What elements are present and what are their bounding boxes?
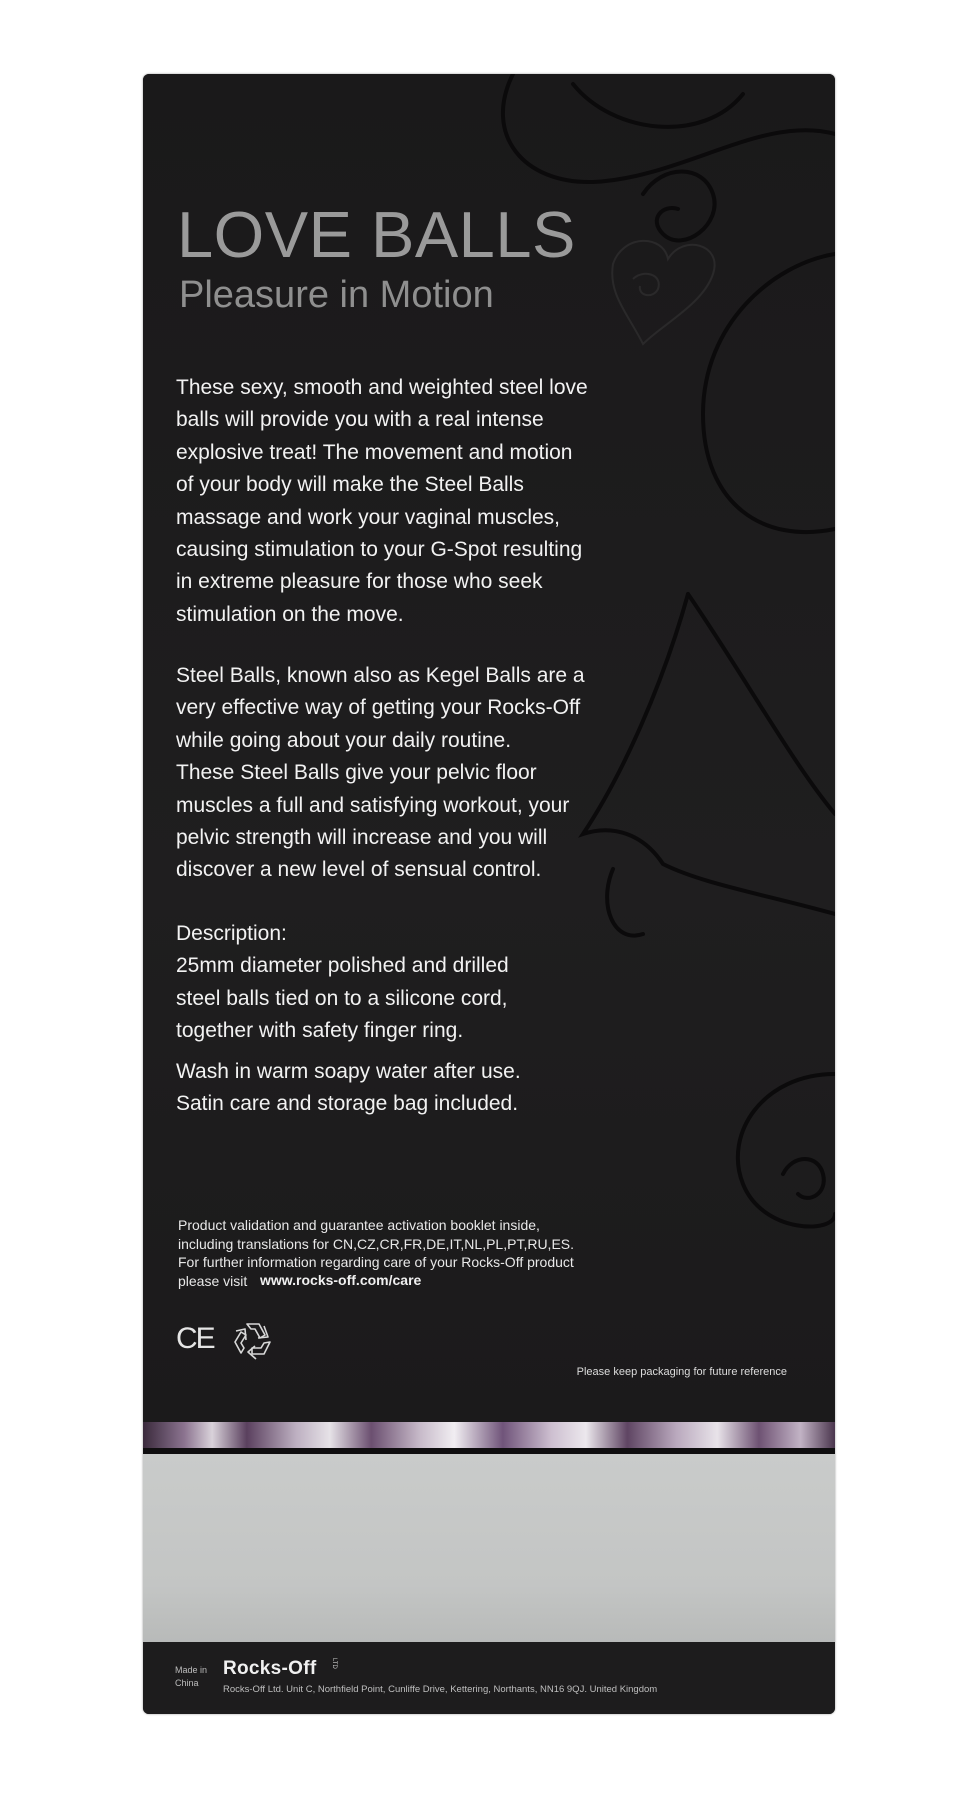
purple-image-strip [143,1422,835,1448]
care-url-link[interactable]: www.rocks-off.com/care [260,1272,422,1288]
description-paragraph: Description: 25mm diameter polished and drilled steel balls tied on to a silicone cord, together with safety finger ring. [176,922,509,1043]
brand-ltd-mark: LTD [331,1658,337,1669]
brand-logo: Rocks-Off [223,1658,317,1679]
company-address: Rocks-Off Ltd. Unit C, Northfield Point, Cunliffe Drive, Kettering, Northants, NN16 9QJ. United Kingdom [223,1684,658,1695]
intro-paragraph: These sexy, smooth and weighted steel love balls will provide you with a real intense explosive treat! The movement and motion of your body will make the Steel Balls massage and work your vaginal muscles, causing stimulation to your G-Spot resulting in extreme pleasure for those who seek stimulation on the move. [176,376,588,626]
gray-panel [143,1454,835,1642]
made-in-label: Made in China [175,1665,208,1688]
product-subtitle: Pleasure in Motion [179,274,494,316]
recycle-icon [228,1316,278,1366]
kegel-paragraph: Steel Balls, known also as Kegel Balls are a very effective way of getting your Rocks-Off while going about your daily routine. These Steel Balls give your pelvic floor muscles a full and satisfying workout, your pelvic strength will increase and you will discover a new level of sensual control. [176,664,585,882]
care-paragraph: Wash in warm soapy water after use. Satin care and storage bag included. [176,1060,521,1116]
product-title: LOVE BALLS [177,198,576,271]
ce-mark-icon: CE [176,1322,214,1355]
footer-bar [143,1642,835,1714]
package-back [143,74,835,1714]
product-info-text: Product validation and guarantee activation booklet inside, including translations for CN,CZ,CR,FR,DE,IT,NL,PL,PT,RU,ES. For further information regarding care of your Rocks-Off product please visit [178,1217,575,1290]
package-top-section [143,74,835,1422]
keep-packaging-note: Please keep packaging for future reference [576,1366,787,1378]
